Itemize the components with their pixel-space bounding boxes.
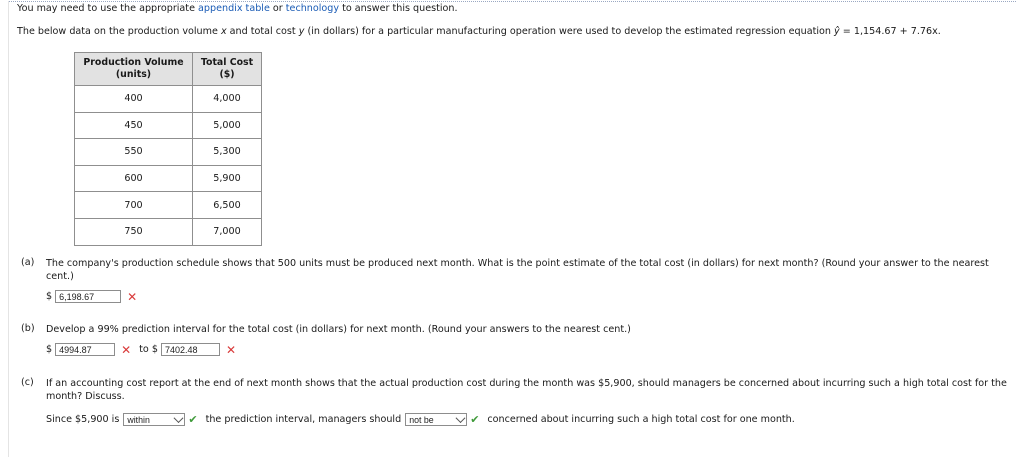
table-row <box>75 86 262 113</box>
header-total-cost <box>193 53 262 86</box>
table-row <box>75 218 262 245</box>
header-production-volume <box>75 53 193 86</box>
top-dotted-border <box>8 1 1016 2</box>
header-line: (units) <box>115 69 152 80</box>
part-c-answer <box>46 413 795 426</box>
volume-cell: 700 <box>75 192 193 219</box>
intro-end-text: to answer this question. <box>339 3 458 14</box>
chevron-down-icon <box>456 413 466 423</box>
volume-cell: 750 <box>75 218 193 245</box>
upper-limit-input[interactable]: 7402.48 <box>161 343 220 356</box>
header-line: ($) <box>219 69 235 80</box>
part-c <box>21 377 1011 405</box>
table-row <box>75 192 262 219</box>
left-rule <box>8 1 9 457</box>
table-row <box>75 112 262 139</box>
cost-cell: 7,000 <box>193 218 262 245</box>
currency-symbol: $ <box>46 344 53 355</box>
cost-cell: 5,000 <box>193 112 262 139</box>
volume-cell: 400 <box>75 86 193 113</box>
should-select[interactable] <box>405 413 467 426</box>
regression-equation: = 1,154.67 + 7.76x. <box>839 26 941 37</box>
problem-text-a: The below data on the production volume <box>17 26 221 37</box>
part-a <box>21 257 1011 285</box>
cost-cell: 6,500 <box>193 192 262 219</box>
lower-limit-input[interactable]: 4994.87 <box>55 343 115 356</box>
var-y: y <box>298 26 305 37</box>
cost-cell: 5,300 <box>193 139 262 166</box>
currency-symbol: $ <box>46 291 53 302</box>
mid-text: the prediction interval, managers should <box>205 414 402 425</box>
part-a-question: The company's production schedule shows that 500 units must be produced next month. What is the point estimate of the total cost (in dollars) for next month? (Round your answer to the nearest cent.) <box>46 258 989 282</box>
appendix-table-link[interactable]: appendix table <box>198 3 270 14</box>
part-c-label: (c) <box>21 377 34 388</box>
cost-cell: 4,000 <box>193 86 262 113</box>
data-table <box>74 52 262 246</box>
problem-text-c: (in dollars) for a particular manufacturing operation were used to develop the estimated regression equation <box>304 26 835 37</box>
incorrect-icon: ✕ <box>127 289 138 304</box>
volume-cell: 450 <box>75 112 193 139</box>
volume-cell: 600 <box>75 165 193 192</box>
to-text: to $ <box>139 344 158 355</box>
within-select[interactable] <box>123 413 185 426</box>
table-row <box>75 139 262 166</box>
part-b <box>21 323 1011 337</box>
header-line: Production Volume <box>83 57 184 68</box>
var-x: x <box>220 26 227 37</box>
yhat-symbol: ŷ <box>834 26 840 37</box>
incorrect-icon: ✕ <box>225 342 237 357</box>
problem-text-b: and total cost <box>226 26 299 37</box>
end-text: concerned about incurring such a high total cost for one month. <box>487 414 795 425</box>
header-line: Total Cost <box>200 57 254 68</box>
volume-cell: 550 <box>75 139 193 166</box>
correct-check-icon: ✔ <box>188 413 198 426</box>
should-select-value: not be <box>409 414 434 425</box>
intro-line <box>17 3 458 14</box>
within-select-value: within <box>127 414 150 425</box>
technology-link[interactable]: technology <box>285 3 340 14</box>
cost-cell: 5,900 <box>193 165 262 192</box>
part-c-question: If an accounting cost report at the end of next month shows that the actual production cost during the month was $5,900, should managers be concerned about incurring such a high total cost for the month? Discuss. <box>46 378 1007 402</box>
intro-or-text: or <box>269 3 286 14</box>
problem-statement <box>17 26 941 37</box>
part-a-label: (a) <box>21 257 35 268</box>
incorrect-icon: ✕ <box>121 342 132 357</box>
part-b-question: Develop a 99% prediction interval for the total cost (in dollars) for next month. (Round your answers to the nearest cent.) <box>46 324 631 335</box>
chevron-down-icon <box>174 413 184 423</box>
part-b-answer <box>46 343 236 356</box>
correct-check-icon: ✔ <box>470 413 480 426</box>
intro-text: You may need to use the appropriate <box>17 3 199 14</box>
since-text: Since $5,900 is <box>46 414 120 425</box>
table-row <box>75 165 262 192</box>
part-b-label: (b) <box>21 323 35 334</box>
part-a-answer <box>46 290 137 303</box>
point-estimate-input[interactable]: 6,198.67 <box>55 290 121 303</box>
